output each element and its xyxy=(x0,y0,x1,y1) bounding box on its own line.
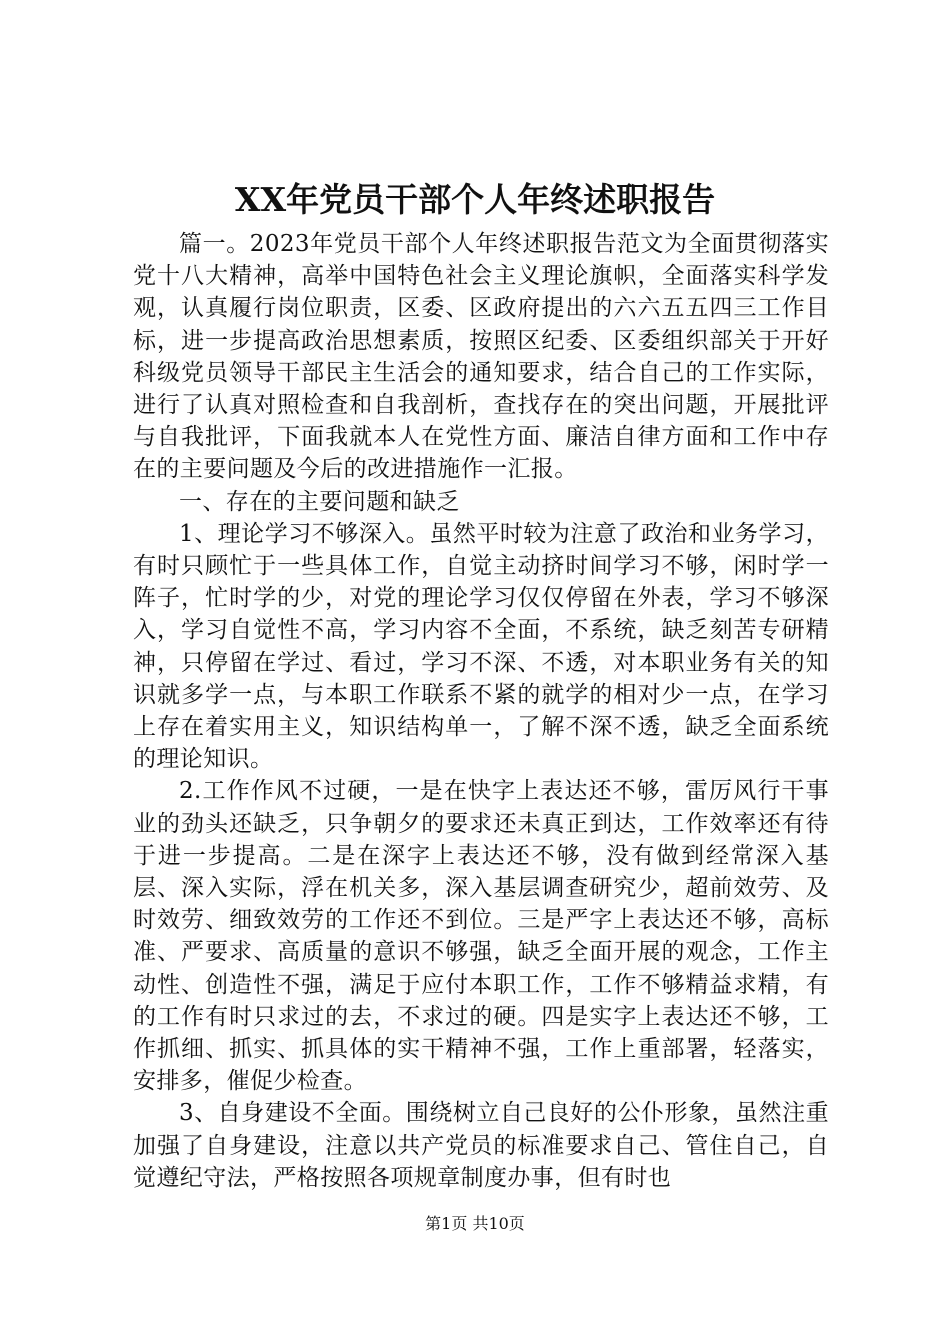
paragraph-self-building: 3、自身建设不全面。围绕树立自己良好的公仆形象，虽然注重加强了自身建设，注意以共产党员的标准要求自己、管住自己，自觉遵纪守法，严格按照各项规章制度办事，但有时也 xyxy=(133,1100,829,1191)
paragraph-work-style: 2.工作作风不过硬，一是在快字上表达还不够，雷厉风行干事业的劲头还缺乏，只争朝夕的要求还未真正到达，工作效率还有待于进一步提高。二是在深字上表达还不够，没有做到经常深入基层、深入实际，浮在机关多，深入基层调查研究少，超前效劳、及时效劳、细致效劳的工作还不到位。三是严字上表达还不够，高标准、严要求、高质量的意识不够强，缺乏全面开展的观念，工作主动性、创造性不强，满足于应付本职工作，工作不够精益求精，有的工作有时只求过的去，不求过的硬。四是实字上表达还不够，工作抓细、抓实、抓具体的实干精神不强，工作上重部署，轻落实，安排多，催促少检查。 xyxy=(133,778,829,1095)
document-body xyxy=(133,228,829,1194)
paragraph-intro: 篇一。2023年党员干部个人年终述职报告范文为全面贯彻落实党十八大精神，高举中国特色社会主义理论旗帜，全面落实科学发观，认真履行岗位职责，区委、区政府提出的六六五五四三工作目标，进一步提高政治思想素质，按照区纪委、区委组织部关于开好科级党员领导干部民主生活会的通知要求，结合自己的工作实际，进行了认真对照检查和自我剖析，查找存在的突出问题，开展批评与自我批评，下面我就本人在党性方面、廉洁自律方面和工作中存在的主要问题及今后的改进措施作一汇报。 xyxy=(133,231,829,483)
page-footer: 第1页 共10页 xyxy=(425,1214,525,1233)
paragraph-theory-study: 1、理论学习不够深入。虽然平时较为注意了政治和业务学习，有时只顾忙于一些具体工作，自觉主动挤时间学习不够，闲时学一阵子，忙时学的少，对党的理论学习仅仅停留在外表，学习不够深入，学习自觉性不高，学习内容不全面，不系统，缺乏刻苦专研精神，只停留在学过、看过，学习不深、不透，对本职业务有关的知识就多学一点，与本职工作联系不紧的就学的相对少一点，在学习上存在着实用主义，知识结构单一，了解不深不透，缺乏全面系统的理论知识。 xyxy=(133,520,829,773)
section-heading: 一、存在的主要问题和缺乏 xyxy=(179,488,460,515)
document-title: XX年党员干部个人年终述职报告 xyxy=(234,180,716,219)
